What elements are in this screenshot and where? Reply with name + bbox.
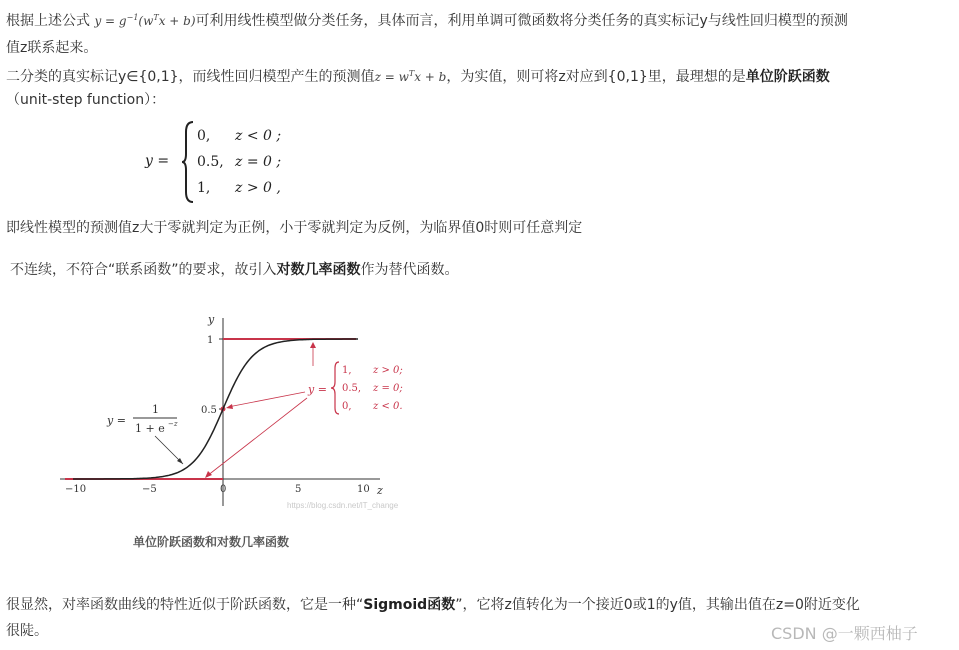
paragraph-2-line-2: （unit-step function）： xyxy=(6,92,166,108)
para1-suffix: 可利用线性模型做分类任务，具体而言，利用单调可微函数将分类任务的真实标记y与线性回归模型的预测 xyxy=(195,13,848,29)
bold-sigmoid: Sigmoid函数 xyxy=(363,597,456,613)
axis-label-y: y xyxy=(208,313,215,326)
piecewise-case-3 xyxy=(197,176,281,200)
case-2-value: 0.5, xyxy=(197,154,224,170)
x-tick-label-5: 5 xyxy=(295,484,302,495)
axis-label-z: z xyxy=(377,484,383,497)
formula-inverse-link: $y = g^{-1}(w^Tx + b)$ xyxy=(94,13,196,28)
step-case-1-cond: z > 0; xyxy=(373,365,403,376)
paragraph-5-line-1 xyxy=(6,595,860,615)
f2-T: T xyxy=(408,69,415,78)
f2-main: z = w xyxy=(374,70,409,84)
piecewise-case-1 xyxy=(197,124,281,148)
paragraph-1-line-1 xyxy=(6,8,848,31)
step-brace-icon xyxy=(331,362,339,414)
x-tick-label-10: 10 xyxy=(357,484,370,495)
paragraph-3: 即线性模型的预测值z大于零就判定为正例，小于零就判定为反例，为临界值0时则可任意判定 xyxy=(6,220,583,236)
step-pointer-mid xyxy=(228,392,305,407)
csdn-watermark: CSDN @一颗西柚子 xyxy=(771,624,918,643)
f1-y: y xyxy=(94,14,102,28)
para1-prefix: 根据上述公式 xyxy=(6,13,90,29)
step-case-3-value: 0, xyxy=(342,401,352,412)
para4-prefix: 不连续，不符合“联系函数”的要求，故引入 xyxy=(10,262,277,278)
case-1-cond: z < 0 ; xyxy=(235,128,282,144)
paragraph-1-line-2: 值z联系起来。 xyxy=(6,40,98,56)
x-tick-label-m5: −5 xyxy=(142,484,157,495)
step-label-lhs: y = xyxy=(308,383,327,396)
f1-g: g xyxy=(118,14,127,28)
para5-suffix: ”，它将z值转化为一个接近0或1的y值，其输出值在z=0附近变化 xyxy=(455,597,860,613)
figure-watermark: https://blog.csdn.net/lT_change xyxy=(287,501,399,510)
sigmoid-numerator: 1 xyxy=(152,403,159,416)
sigmoid-step-figure xyxy=(55,308,425,518)
para2-mid: ，为实值，则可将z对应到{0,1}里，最理想的是 xyxy=(446,69,746,85)
case-3-cond: z > 0 , xyxy=(235,180,281,196)
paragraph-5-line-2: 很陡。 xyxy=(6,623,48,639)
bold-log-odds: 对数几率函数 xyxy=(276,262,361,278)
piecewise-lhs: y = xyxy=(145,153,170,169)
paragraph-4 xyxy=(10,260,459,280)
sigmoid-denominator: 1 + e xyxy=(135,422,165,435)
left-brace-icon xyxy=(181,120,195,204)
bold-unit-step: 单位阶跃函数 xyxy=(745,69,830,85)
step-case-1-value: 1, xyxy=(342,365,352,376)
step-case-2-value: 0.5, xyxy=(342,383,362,394)
f1-T: T xyxy=(153,13,159,22)
f1-args: (w xyxy=(138,14,154,28)
unit-step-formula xyxy=(145,120,315,204)
case-2-cond: z = 0 ; xyxy=(235,154,282,170)
x-tick-label-m10: −10 xyxy=(65,484,87,495)
step-case-3-cond: z < 0. xyxy=(373,401,403,412)
formula-linear xyxy=(375,70,447,84)
sigmoid-exponent: −z xyxy=(168,420,178,428)
para5-prefix: 很显然，对率函数曲线的特性近似于阶跃函数，它是一种“ xyxy=(6,597,364,613)
step-case-2-cond: z = 0; xyxy=(373,383,403,394)
figure-caption: 单位阶跃函数和对数几率函数 xyxy=(133,535,290,549)
sigmoid-label-lhs: y = xyxy=(107,414,126,427)
y-tick-label-1: 1 xyxy=(207,335,214,346)
y-tick-label-05: 0.5 xyxy=(201,405,217,416)
step-arrowhead-mid xyxy=(226,404,233,409)
x-tick-label-0: 0 xyxy=(220,484,227,495)
para2-prefix: 二分类的真实标记y∈{0,1}，而线性回归模型产生的预测值 xyxy=(6,69,375,85)
case-1-value: 0, xyxy=(197,128,211,144)
step-arrowhead-upper xyxy=(310,342,316,348)
step-arrowhead-lower xyxy=(205,471,212,478)
paragraph-2-line-1 xyxy=(6,64,830,87)
piecewise-case-2 xyxy=(197,150,281,174)
f1-sup: −1 xyxy=(126,13,139,22)
case-3-value: 1, xyxy=(197,180,211,196)
f2-rest: x + b xyxy=(414,70,447,84)
f1-rest: x + b) xyxy=(158,14,196,28)
para4-suffix: 作为替代函数。 xyxy=(360,262,459,278)
